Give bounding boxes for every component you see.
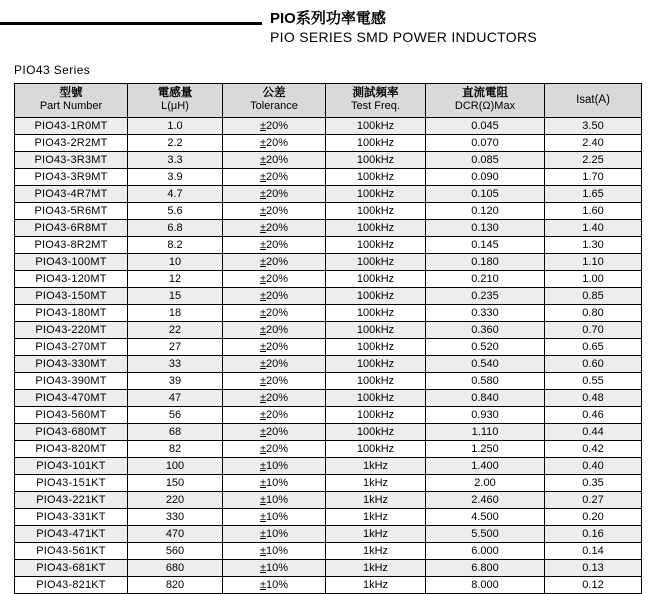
cell-part-number: PIO43-1R0MT — [15, 118, 128, 135]
cell-test-freq: 100kHz — [326, 407, 426, 424]
cell-tolerance: ±20% — [223, 118, 326, 135]
col-header-dcr-en: DCR(Ω)Max — [454, 100, 516, 112]
cell-isat: 1.10 — [545, 254, 642, 271]
cell-isat: 2.25 — [545, 152, 642, 169]
cell-part-number: PIO43-821KT — [15, 577, 128, 594]
cell-inductance: 2.2 — [128, 135, 223, 152]
cell-part-number: PIO43-3R9MT — [15, 169, 128, 186]
cell-inductance: 22 — [128, 322, 223, 339]
col-header-tolerance — [223, 84, 326, 118]
cell-test-freq: 1kHz — [326, 492, 426, 509]
cell-dcr: 0.120 — [426, 203, 545, 220]
cell-inductance: 3.9 — [128, 169, 223, 186]
cell-dcr: 0.235 — [426, 288, 545, 305]
cell-test-freq: 100kHz — [326, 237, 426, 254]
cell-isat: 0.55 — [545, 373, 642, 390]
cell-tolerance: ±20% — [223, 203, 326, 220]
cell-dcr: 0.540 — [426, 356, 545, 373]
table-row — [15, 152, 642, 169]
cell-test-freq: 100kHz — [326, 390, 426, 407]
cell-inductance: 33 — [128, 356, 223, 373]
cell-inductance: 10 — [128, 254, 223, 271]
cell-inductance: 330 — [128, 509, 223, 526]
cell-inductance: 1.0 — [128, 118, 223, 135]
cell-isat: 0.60 — [545, 356, 642, 373]
cell-inductance: 5.6 — [128, 203, 223, 220]
cell-dcr: 0.145 — [426, 237, 545, 254]
col-header-inductance-en: L(μH) — [161, 100, 189, 112]
col-header-test-freq-cn: 測試頻率 — [352, 87, 399, 99]
cell-isat: 1.00 — [545, 271, 642, 288]
table-row — [15, 543, 642, 560]
table-row — [15, 424, 642, 441]
cell-tolerance: ±20% — [223, 390, 326, 407]
col-header-test-freq-en: Test Freq. — [351, 100, 400, 112]
cell-isat: 3.50 — [545, 118, 642, 135]
cell-tolerance: ±20% — [223, 135, 326, 152]
cell-isat: 2.40 — [545, 135, 642, 152]
cell-part-number: PIO43-3R3MT — [15, 152, 128, 169]
cell-part-number: PIO43-270MT — [15, 339, 128, 356]
cell-test-freq: 100kHz — [326, 356, 426, 373]
cell-tolerance: ±20% — [223, 339, 326, 356]
cell-inductance: 39 — [128, 373, 223, 390]
cell-dcr: 2.00 — [426, 475, 545, 492]
table-row — [15, 407, 642, 424]
cell-isat: 0.48 — [545, 390, 642, 407]
spec-table-body — [15, 118, 642, 594]
cell-tolerance: ±20% — [223, 271, 326, 288]
cell-isat: 0.13 — [545, 560, 642, 577]
table-row — [15, 475, 642, 492]
col-header-tolerance-cn: 公差 — [262, 87, 286, 99]
cell-isat: 0.44 — [545, 424, 642, 441]
cell-dcr: 0.070 — [426, 135, 545, 152]
table-row — [15, 186, 642, 203]
cell-test-freq: 100kHz — [326, 373, 426, 390]
cell-isat: 1.70 — [545, 169, 642, 186]
cell-test-freq: 1kHz — [326, 475, 426, 492]
cell-tolerance: ±20% — [223, 373, 326, 390]
cell-test-freq: 100kHz — [326, 135, 426, 152]
cell-inductance: 27 — [128, 339, 223, 356]
col-header-dcr — [426, 84, 545, 118]
cell-part-number: PIO43-390MT — [15, 373, 128, 390]
cell-tolerance: ±20% — [223, 356, 326, 373]
cell-isat: 0.42 — [545, 441, 642, 458]
cell-part-number: PIO43-470MT — [15, 390, 128, 407]
cell-inductance: 4.7 — [128, 186, 223, 203]
table-row — [15, 237, 642, 254]
cell-test-freq: 100kHz — [326, 152, 426, 169]
cell-test-freq: 100kHz — [326, 322, 426, 339]
table-row — [15, 203, 642, 220]
cell-test-freq: 1kHz — [326, 509, 426, 526]
cell-part-number: PIO43-101KT — [15, 458, 128, 475]
cell-tolerance: ±10% — [223, 458, 326, 475]
cell-part-number: PIO43-4R7MT — [15, 186, 128, 203]
table-row — [15, 118, 642, 135]
cell-tolerance: ±10% — [223, 560, 326, 577]
cell-isat: 0.27 — [545, 492, 642, 509]
cell-tolerance: ±20% — [223, 424, 326, 441]
table-row — [15, 322, 642, 339]
spec-table — [14, 83, 642, 594]
cell-inductance: 47 — [128, 390, 223, 407]
cell-test-freq: 1kHz — [326, 458, 426, 475]
table-row — [15, 305, 642, 322]
cell-inductance: 82 — [128, 441, 223, 458]
cell-dcr: 0.840 — [426, 390, 545, 407]
cell-dcr: 0.045 — [426, 118, 545, 135]
cell-isat: 0.40 — [545, 458, 642, 475]
cell-part-number: PIO43-6R8MT — [15, 220, 128, 237]
cell-isat: 0.70 — [545, 322, 642, 339]
cell-part-number: PIO43-220MT — [15, 322, 128, 339]
cell-dcr: 6.000 — [426, 543, 545, 560]
cell-part-number: PIO43-100MT — [15, 254, 128, 271]
cell-inductance: 150 — [128, 475, 223, 492]
cell-test-freq: 100kHz — [326, 186, 426, 203]
col-header-dcr-cn: 直流電阻 — [462, 87, 508, 99]
cell-part-number: PIO43-120MT — [15, 271, 128, 288]
cell-tolerance: ±20% — [223, 305, 326, 322]
cell-isat: 1.30 — [545, 237, 642, 254]
cell-tolerance: ±10% — [223, 492, 326, 509]
cell-part-number: PIO43-561KT — [15, 543, 128, 560]
cell-tolerance: ±10% — [223, 543, 326, 560]
table-row — [15, 390, 642, 407]
cell-tolerance: ±10% — [223, 577, 326, 594]
cell-isat: 1.40 — [545, 220, 642, 237]
cell-isat: 0.85 — [545, 288, 642, 305]
cell-dcr: 0.520 — [426, 339, 545, 356]
cell-part-number: PIO43-151KT — [15, 475, 128, 492]
cell-isat: 0.65 — [545, 339, 642, 356]
table-row — [15, 526, 642, 543]
cell-dcr: 0.580 — [426, 373, 545, 390]
cell-inductance: 12 — [128, 271, 223, 288]
cell-test-freq: 1kHz — [326, 543, 426, 560]
cell-isat: 0.12 — [545, 577, 642, 594]
cell-inductance: 15 — [128, 288, 223, 305]
col-header-tolerance-en: Tolerance — [250, 100, 298, 112]
cell-isat: 0.80 — [545, 305, 642, 322]
table-row — [15, 135, 642, 152]
cell-dcr: 0.105 — [426, 186, 545, 203]
table-row — [15, 271, 642, 288]
col-header-inductance — [128, 84, 223, 118]
cell-isat: 0.20 — [545, 509, 642, 526]
table-row — [15, 254, 642, 271]
cell-test-freq: 100kHz — [326, 203, 426, 220]
table-row — [15, 373, 642, 390]
cell-dcr: 0.090 — [426, 169, 545, 186]
table-row — [15, 288, 642, 305]
table-row — [15, 169, 642, 186]
document-header — [0, 0, 655, 47]
cell-isat: 0.14 — [545, 543, 642, 560]
cell-part-number: PIO43-680MT — [15, 424, 128, 441]
table-row — [15, 220, 642, 237]
table-row — [15, 560, 642, 577]
table-row — [15, 492, 642, 509]
cell-dcr: 1.400 — [426, 458, 545, 475]
title-chinese-pio: PIO — [270, 10, 296, 27]
cell-tolerance: ±10% — [223, 526, 326, 543]
table-row — [15, 458, 642, 475]
cell-inductance: 220 — [128, 492, 223, 509]
col-header-part-number-cn: 型號 — [59, 87, 83, 99]
series-label: PIO43 Series — [14, 63, 91, 77]
col-header-inductance-cn: 電感量 — [157, 87, 193, 99]
cell-test-freq: 100kHz — [326, 305, 426, 322]
cell-inductance: 820 — [128, 577, 223, 594]
cell-isat: 1.65 — [545, 186, 642, 203]
title-chinese-rest: 系列功率電感 — [295, 10, 386, 27]
cell-test-freq: 100kHz — [326, 339, 426, 356]
cell-tolerance: ±20% — [223, 186, 326, 203]
cell-part-number: PIO43-331KT — [15, 509, 128, 526]
spec-table-wrap — [14, 83, 641, 594]
cell-tolerance: ±20% — [223, 322, 326, 339]
table-row — [15, 577, 642, 594]
cell-tolerance: ±20% — [223, 237, 326, 254]
cell-inductance: 8.2 — [128, 237, 223, 254]
title-english: PIO SERIES SMD POWER INDUCTORS — [270, 29, 537, 45]
cell-part-number: PIO43-681KT — [15, 560, 128, 577]
col-header-part-number — [15, 84, 128, 118]
cell-dcr: 8.000 — [426, 577, 545, 594]
cell-part-number: PIO43-180MT — [15, 305, 128, 322]
col-header-isat — [545, 84, 642, 118]
cell-dcr: 0.360 — [426, 322, 545, 339]
header-rule — [0, 22, 262, 25]
cell-test-freq: 1kHz — [326, 577, 426, 594]
cell-isat: 0.46 — [545, 407, 642, 424]
cell-inductance: 680 — [128, 560, 223, 577]
cell-part-number: PIO43-471KT — [15, 526, 128, 543]
cell-part-number: PIO43-150MT — [15, 288, 128, 305]
col-header-part-number-en: Part Number — [39, 100, 103, 112]
cell-tolerance: ±20% — [223, 169, 326, 186]
cell-test-freq: 1kHz — [326, 526, 426, 543]
cell-tolerance: ±20% — [223, 441, 326, 458]
cell-test-freq: 100kHz — [326, 118, 426, 135]
cell-test-freq: 1kHz — [326, 560, 426, 577]
cell-dcr: 0.085 — [426, 152, 545, 169]
cell-dcr: 0.180 — [426, 254, 545, 271]
cell-test-freq: 100kHz — [326, 254, 426, 271]
cell-tolerance: ±20% — [223, 407, 326, 424]
cell-inductance: 56 — [128, 407, 223, 424]
spec-table-head — [15, 84, 642, 118]
cell-tolerance: ±20% — [223, 254, 326, 271]
cell-tolerance: ±20% — [223, 152, 326, 169]
table-row — [15, 339, 642, 356]
cell-test-freq: 100kHz — [326, 220, 426, 237]
cell-part-number: PIO43-8R2MT — [15, 237, 128, 254]
table-row — [15, 356, 642, 373]
cell-test-freq: 100kHz — [326, 288, 426, 305]
cell-test-freq: 100kHz — [326, 441, 426, 458]
cell-inductance: 560 — [128, 543, 223, 560]
cell-dcr: 1.110 — [426, 424, 545, 441]
cell-part-number: PIO43-820MT — [15, 441, 128, 458]
cell-tolerance: ±10% — [223, 509, 326, 526]
cell-inductance: 470 — [128, 526, 223, 543]
cell-tolerance: ±20% — [223, 220, 326, 237]
cell-test-freq: 100kHz — [326, 271, 426, 288]
cell-dcr: 5.500 — [426, 526, 545, 543]
cell-inductance: 68 — [128, 424, 223, 441]
cell-inductance: 100 — [128, 458, 223, 475]
header-row — [15, 84, 642, 118]
table-row — [15, 441, 642, 458]
header-titles — [270, 10, 537, 47]
cell-part-number: PIO43-221KT — [15, 492, 128, 509]
cell-dcr: 0.930 — [426, 407, 545, 424]
cell-test-freq: 100kHz — [326, 424, 426, 441]
cell-dcr: 0.210 — [426, 271, 545, 288]
cell-test-freq: 100kHz — [326, 169, 426, 186]
cell-dcr: 2.460 — [426, 492, 545, 509]
cell-dcr: 6.800 — [426, 560, 545, 577]
cell-tolerance: ±20% — [223, 288, 326, 305]
cell-part-number: PIO43-5R6MT — [15, 203, 128, 220]
table-row — [15, 509, 642, 526]
col-header-test-freq — [326, 84, 426, 118]
cell-inductance: 3.3 — [128, 152, 223, 169]
cell-dcr: 0.130 — [426, 220, 545, 237]
cell-isat: 0.16 — [545, 526, 642, 543]
cell-inductance: 18 — [128, 305, 223, 322]
cell-isat: 0.35 — [545, 475, 642, 492]
cell-tolerance: ±10% — [223, 475, 326, 492]
cell-dcr: 1.250 — [426, 441, 545, 458]
cell-part-number: PIO43-560MT — [15, 407, 128, 424]
cell-dcr: 0.330 — [426, 305, 545, 322]
cell-dcr: 4.500 — [426, 509, 545, 526]
cell-part-number: PIO43-2R2MT — [15, 135, 128, 152]
cell-part-number: PIO43-330MT — [15, 356, 128, 373]
title-chinese — [270, 10, 537, 28]
col-header-isat-en: Isat(A) — [576, 93, 610, 106]
cell-isat: 1.60 — [545, 203, 642, 220]
cell-inductance: 6.8 — [128, 220, 223, 237]
